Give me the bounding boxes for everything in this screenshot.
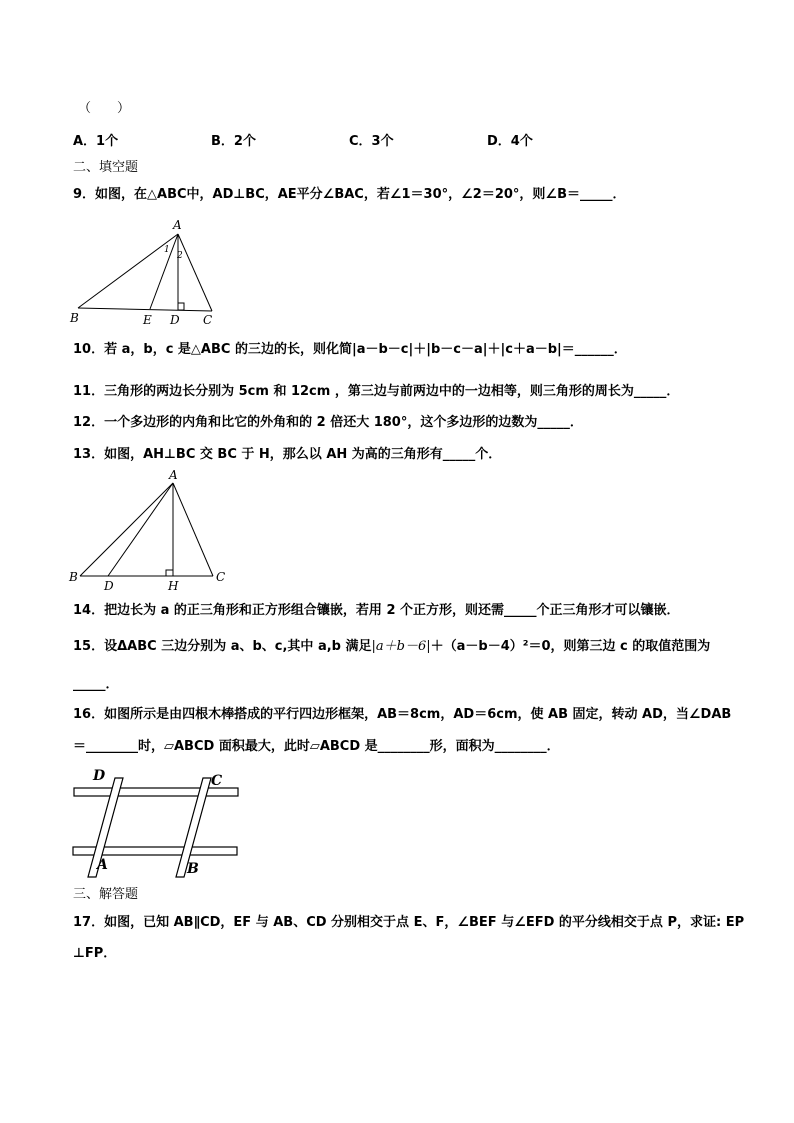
figure-q9-triangle — [66, 216, 226, 330]
section-fill-heading: 二、填空题 — [73, 160, 139, 175]
label-b: B — [70, 311, 79, 325]
option-a: A．1个 — [73, 134, 119, 149]
rod-cd — [74, 788, 238, 796]
figure-q16-parallelogram-frame — [68, 766, 244, 880]
label-d: D — [104, 579, 114, 593]
option-d: D．4个 — [487, 134, 533, 149]
right-angle-marker — [166, 570, 173, 576]
question-15-text-a: 15．设ΔABC 三边分别为 a、b、c,其中 a,b 满足 — [73, 639, 372, 654]
right-angle-marker — [178, 303, 184, 310]
question-17-line-2: ⊥FP． — [73, 946, 117, 961]
label-c: C — [203, 313, 213, 327]
question-9: 9．如图，在△ABC中，AD⊥BC，AE平分∠BAC，若∠1＝30°，∠2＝20°，则∠B＝_____． — [73, 187, 626, 202]
label-b: B — [69, 570, 78, 584]
option-c: C．3个 — [349, 134, 394, 149]
question-15-text-b: ＋（a－b－4）²＝0，则第三边 c 的取值范围为 — [430, 639, 711, 654]
question-15 — [73, 638, 710, 656]
label-angle-2: 2 — [177, 251, 183, 261]
question-15-abs: |a＋b－6| — [371, 639, 431, 654]
label-d: D — [93, 768, 106, 784]
figure-q13-triangle — [64, 466, 234, 594]
option-b: B．2个 — [211, 134, 256, 149]
label-c: C — [211, 773, 223, 789]
question-10: 10．若 a，b，c 是△ABC 的三边的长，则化简|a－b－c|＋|b－c－a|＋|c＋a－b|＝______． — [73, 342, 627, 357]
label-a: A — [169, 468, 178, 482]
label-d: D — [170, 313, 180, 327]
question-17-line-1: 17．如图，已知 AB∥CD，EF 与 AB、CD 分别相交于点 E、F，∠BEF 与∠EFD 的平分线相交于点 P，求证: EP — [73, 915, 745, 930]
question-16-line-2: ＝________时，▱ABCD 面积最大，此时▱ABCD 是________形，面积为________． — [73, 739, 560, 754]
question-15-blank: _____． — [73, 677, 119, 692]
segment-ac — [178, 234, 212, 311]
question-16-line-1: 16．如图所示是由四根木棒搭成的平行四边形框架，AB＝8cm，AD＝6cm，使 AB 固定，转动 AD，当∠DAB — [73, 707, 732, 722]
answer-paren: （ ） — [78, 101, 131, 116]
segment-ab — [78, 234, 178, 308]
label-b: B — [187, 861, 199, 877]
question-13: 13．如图，AH⊥BC 交 BC 于 H，那么以 AH 为高的三角形有_____个． — [73, 447, 502, 462]
question-14: 14．把边长为 a 的正三角形和正方形组合镶嵌，若用 2 个正方形，则还需_____个正三角形才可以镶嵌． — [73, 603, 680, 618]
label-a: A — [97, 857, 108, 873]
question-11: 11．三角形的两边长分别为 5cm 和 12cm ，第三边与前两边中的一边相等，则三角形的周长为_____． — [73, 384, 680, 399]
label-h: H — [168, 579, 179, 593]
label-a: A — [173, 218, 182, 232]
question-12: 12．一个多边形的内角和比它的外角和的 2 倍还大 180°，这个多边形的边数为_____． — [73, 415, 583, 430]
segment-ab — [80, 483, 173, 576]
label-angle-1: 1 — [164, 245, 170, 255]
segment-ad — [108, 483, 173, 576]
label-c: C — [216, 570, 226, 584]
section-answer-heading: 三、解答题 — [73, 887, 139, 902]
label-e: E — [143, 313, 152, 327]
segment-ac — [173, 483, 213, 576]
segment-bc — [78, 308, 212, 311]
